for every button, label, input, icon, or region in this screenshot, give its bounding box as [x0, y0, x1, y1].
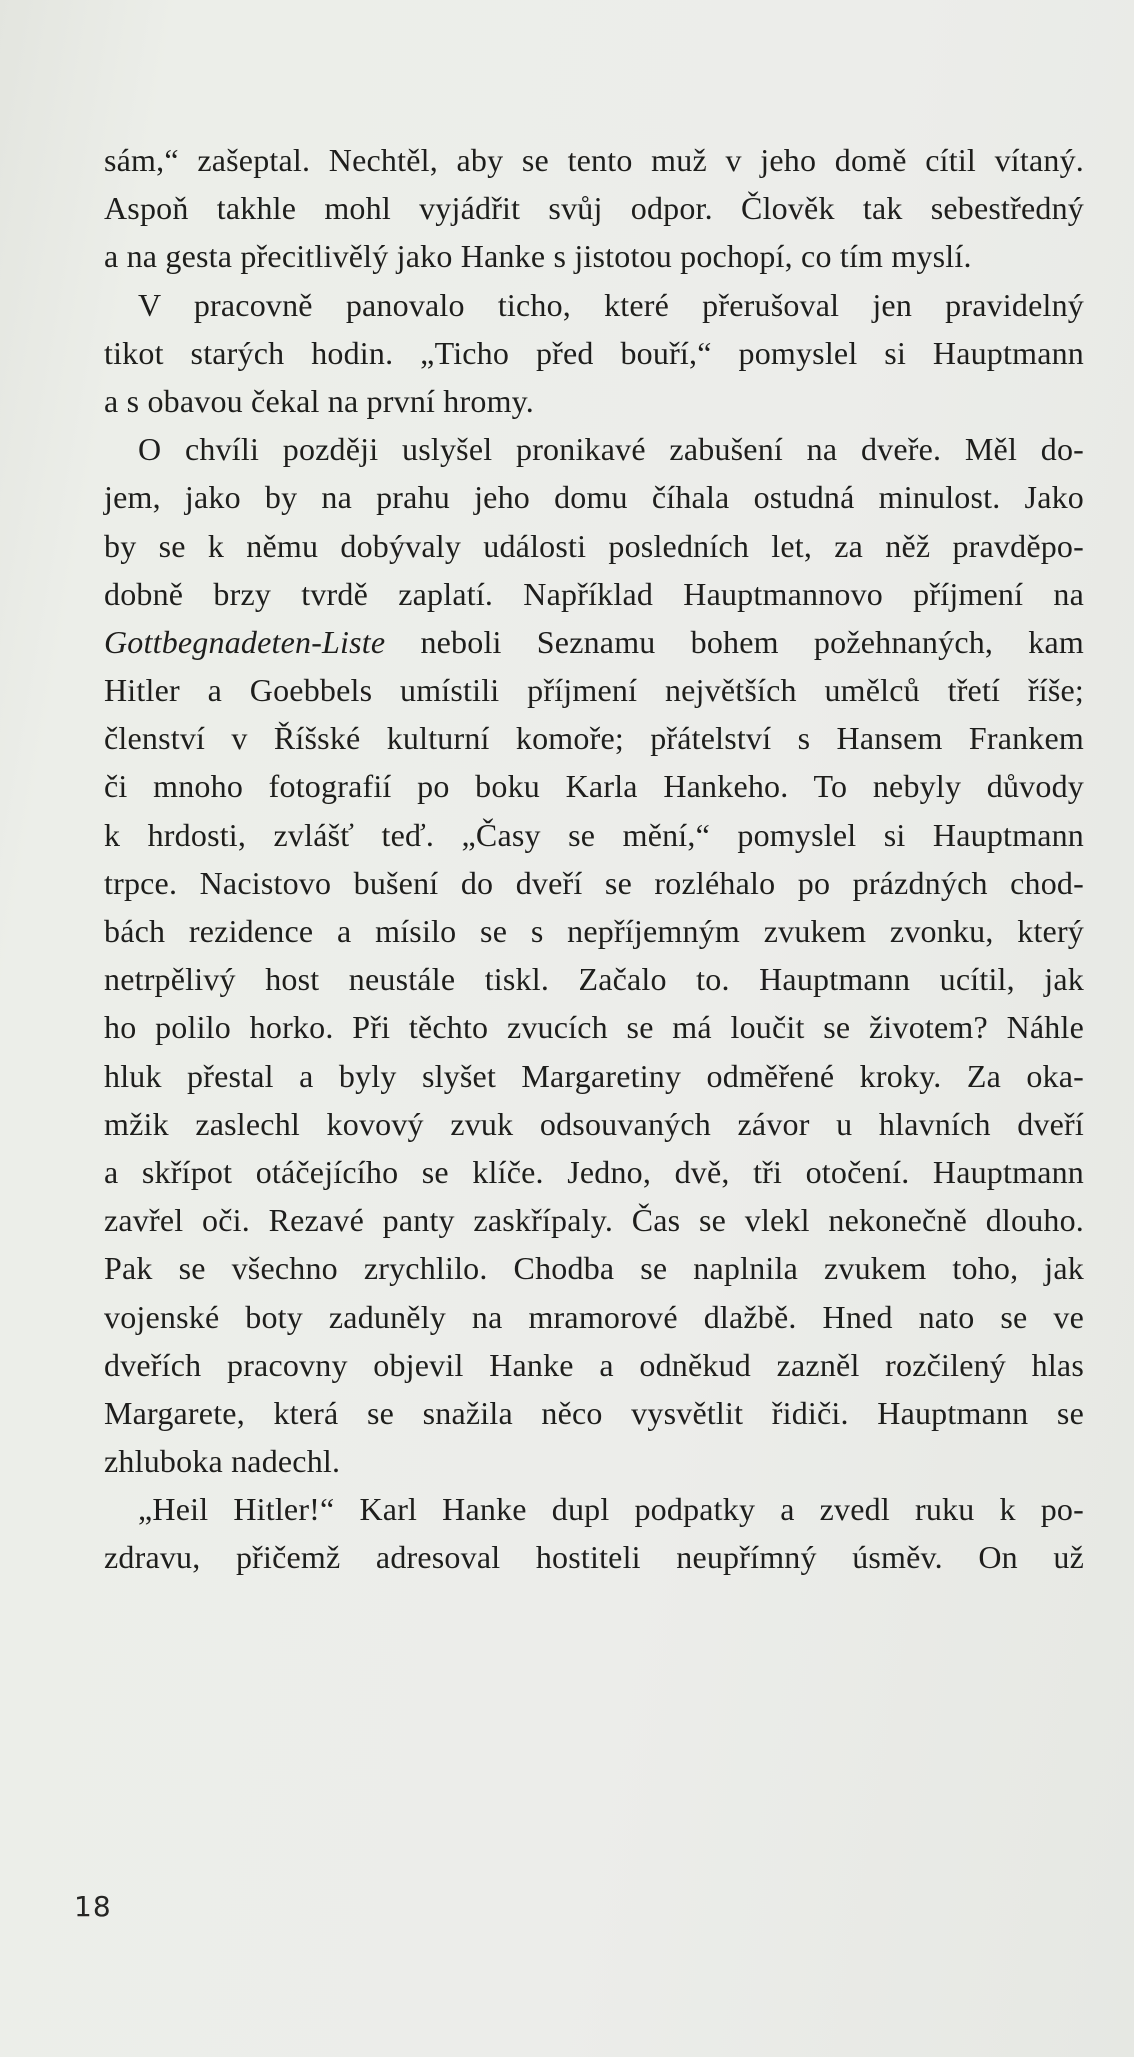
text-line: jem, jako by na prahu jeho domu číhala ostudná minulost. Jako	[104, 479, 1084, 516]
italic-term: Gottbegnadeten-Liste	[104, 623, 386, 660]
text-line: netrpělivý host neustále tiskl. Začalo to. Hauptmann ucítil, jak	[104, 961, 1084, 998]
text-line: vojenské boty zaduněly na mramorové dlažbě. Hned nato se ve	[104, 1298, 1084, 1335]
body-text	[104, 136, 1084, 1582]
text-line: Margarete, která se snažila něco vysvětlit řidiči. Hauptmann se	[104, 1394, 1084, 1431]
text-line: a na gesta přecitlivělý jako Hanke s jistotou pochopí, co tím myslí.	[104, 238, 972, 275]
text-line: či mnoho fotografií po boku Karla Hankeho. To nebyly důvody	[104, 768, 1084, 805]
text-line: Aspoň takhle mohl vyjádřit svůj odpor. Člověk tak sebestředný	[104, 190, 1084, 227]
page-number: 18	[74, 1890, 112, 1923]
text-line: „Heil Hitler!“ Karl Hanke dupl podpatky a zvedl ruku k po-	[138, 1491, 1084, 1528]
text-line: hluk přestal a byly slyšet Margaretiny odměřené kroky. Za oka-	[104, 1057, 1084, 1094]
text-line: zdravu, přičemž adresoval hostiteli neupřímný úsměv. On už	[104, 1539, 1084, 1576]
text-line: V pracovně panovalo ticho, které přerušoval jen pravidelný	[138, 286, 1084, 323]
text-line: a skřípot otáčejícího se klíče. Jedno, dvě, tři otočení. Hauptmann	[104, 1153, 1084, 1190]
text-line: k hrdosti, zvlášť teď. „Časy se mění,“ pomyslel si Hauptmann	[104, 816, 1084, 853]
text-line: členství v Říšské kulturní komoře; přátelství s Hansem Frankem	[104, 720, 1084, 757]
text-line: O chvíli později uslyšel pronikavé zabušení na dveře. Měl do-	[138, 431, 1084, 468]
text-line: zavřel oči. Rezavé panty zaskřípaly. Čas se vlekl nekonečně dlouho.	[104, 1202, 1084, 1239]
text-line: Gottbegnadeten-Liste neboli Seznamu bohem požehnaných, kam	[104, 623, 1084, 660]
text-line: dveřích pracovny objevil Hanke a odněkud zazněl rozčilený hlas	[104, 1346, 1084, 1383]
text-line: sám,“ zašeptal. Nechtěl, aby se tento muž v jeho domě cítil vítaný.	[104, 142, 1084, 178]
text-line: by se k němu dobývaly události posledních let, za něž pravděpo-	[104, 527, 1084, 564]
text-line: ho polilo horko. Při těchto zvucích se má loučit se životem? Náhle	[104, 1009, 1084, 1046]
text-line: bách rezidence a mísilo se s nepříjemným zvukem zvonku, který	[104, 913, 1084, 949]
text-line: zhluboka nadechl.	[104, 1443, 341, 1480]
text-line: tikot starých hodin. „Ticho před bouří,“ pomyslel si Hauptmann	[104, 334, 1084, 371]
text-line: trpce. Nacistovo bušení do dveří se rozléhalo po prázdných chod-	[104, 864, 1084, 901]
text-line: dobně brzy tvrdě zaplatí. Například Hauptmannovo příjmení na	[104, 575, 1084, 612]
text-line: a s obavou čekal na první hromy.	[104, 382, 534, 419]
text-line: Hitler a Goebbels umístili příjmení největších umělců třetí říše;	[104, 672, 1084, 709]
text-line: mžik zaslechl kovový zvuk odsouvaných závor u hlavních dveří	[104, 1105, 1084, 1142]
text-line: Pak se všechno zrychlilo. Chodba se naplnila zvukem toho, jak	[104, 1250, 1084, 1287]
